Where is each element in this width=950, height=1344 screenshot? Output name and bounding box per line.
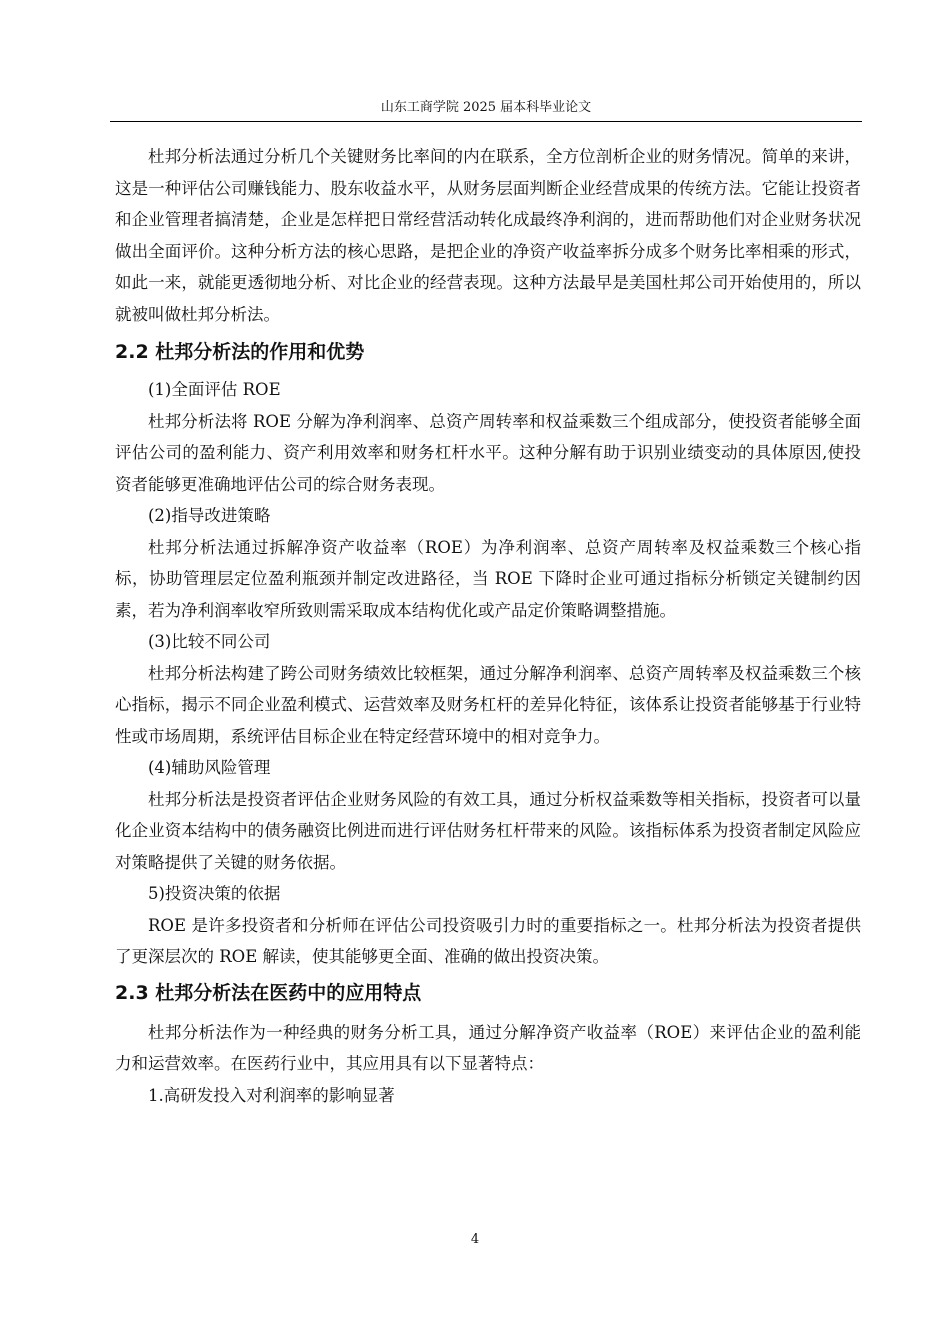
item-title-4: (4)辅助风险管理 [148,758,271,777]
item-title-5: 5)投资决策的依据 [148,884,281,903]
item-title-3: (3)比较不同公司 [148,632,271,651]
item-title-2: (2)指导改进策略 [148,506,271,525]
page-content [115,141,861,1111]
section-2-3-paragraph: 杜邦分析法作为一种经典的财务分析工具，通过分解净资产收益率（ROE）来评估企业的盈利能力和运营效率。在医药行业中，其应用具有以下显著特点： [115,1022,861,1073]
section-2-2-heading: 2.2 杜邦分析法的作用和优势 [115,341,365,363]
page-header: 山东工商学院 2025 届本科毕业论文 [380,100,592,115]
item-body-5: ROE 是许多投资者和分析师在评估公司投资吸引力时的重要指标之一。杜邦分析法为投资者提供了更深层次的 ROE 解读，使其能够更全面、准确的做出投资决策。 [115,915,861,966]
header-rule [110,121,862,122]
item-body-2: 杜邦分析法通过拆解净资产收益率（ROE）为净利润率、总资产周转率及权益乘数三个核心指标，协助管理层定位盈利瓶颈并制定改进路径，当 ROE 下降时企业可通过指标分析锁定关键制约因素，若为净利润率收窄所致则需采取成本结构优化或产品定价策略调整措施。 [115,537,861,620]
item-body-3: 杜邦分析法构建了跨公司财务绩效比较框架，通过分解净利润率、总资产周转率及权益乘数三个核心指标，揭示不同企业盈利模式、运营效率及财务杠杆的差异化特征，该体系让投资者能够基于行业特性或市场周期，系统评估目标企业在特定经营环境中的相对竞争力。 [115,663,861,746]
page-number: 4 [470,1232,480,1247]
intro-paragraph: 杜邦分析法通过分析几个关键财务比率间的内在联系，全方位剖析企业的财务情况。简单的来讲，这是一种评估公司赚钱能力、股东收益水平，从财务层面判断企业经营成果的传统方法。它能让投资者和企业管理者搞清楚，企业是怎样把日常经营活动转化成最终净利润的，进而帮助他们对企业财务状况做出全面评价。这种分析方法的核心思路，是把企业的净资产收益率拆分成多个财务比率相乘的形式，如此一来，就能更透彻地分析、对比企业的经营表现。这种方法最早是美国杜邦公司开始使用的，所以就被叫做杜邦分析法。 [115,147,861,324]
section-2-3-item-1: 1.高研发投入对利润率的影响显著 [148,1085,395,1105]
section-2-3-heading: 2.3 杜邦分析法在医药中的应用特点 [115,981,422,1004]
item-title-1: (1)全面评估 ROE [148,380,281,399]
item-body-4: 杜邦分析法是投资者评估企业财务风险的有效工具，通过分析权益乘数等相关指标，投资者可以量化企业资本结构中的债务融资比例进而进行评估财务杠杆带来的风险。该指标体系为投资者制定风险应对策略提供了关键的财务依据。 [115,789,861,872]
item-body-1: 杜邦分析法将 ROE 分解为净利润率、总资产周转率和权益乘数三个组成部分，使投资者能够全面评估公司的盈利能力、资产利用效率和财务杠杆水平。这种分解有助于识别业绩变动的具体原因,使投资者能够更准确地评估公司的综合财务表现。 [115,411,861,494]
